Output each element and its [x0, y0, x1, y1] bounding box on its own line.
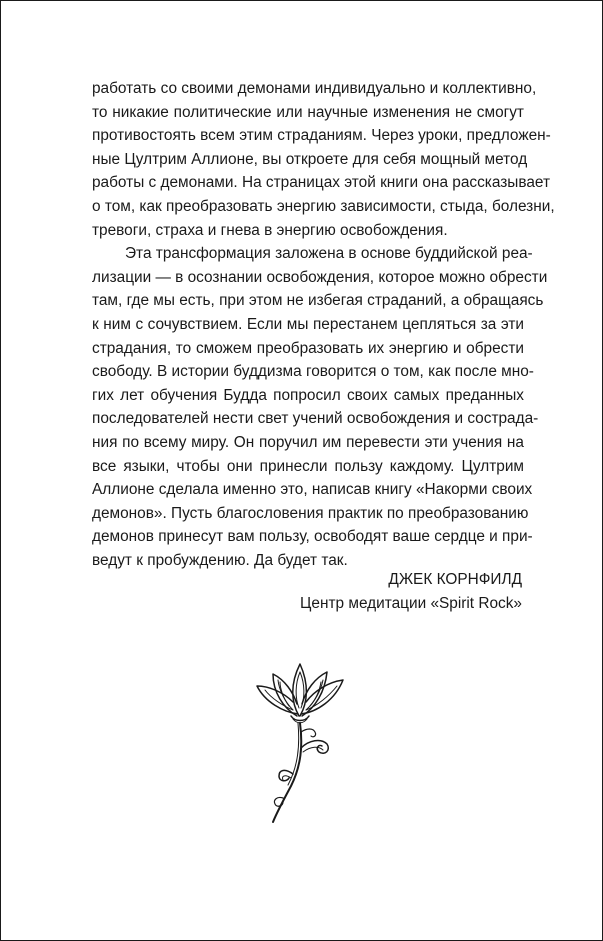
text-line: гих лет обучения Будда попросил своих самых преданных [92, 386, 524, 404]
text-line: противостоять всем этим страданиям. Через уроки, предложен- [92, 127, 551, 145]
text-line: лизации — в осознании освобождения, которое можно обрести [92, 268, 548, 286]
text-line: страдания, то сможем преобразовать их энергию и обрести [92, 339, 524, 357]
author-name: ДЖЕК КОРНФИЛД [388, 571, 522, 588]
lotus-flower-icon [243, 656, 355, 826]
text-line: все языки, чтобы они принесли пользу каждому. Цултрим [92, 457, 524, 475]
text-line: о том, как преобразовать энергию зависимости, стыда, болезни, [92, 197, 555, 215]
main-text [92, 77, 555, 572]
text-line: Эта трансформация заложена в основе буддийской реа- [125, 245, 533, 263]
text-line: демонов». Пусть благословения практик по преобразованию [92, 504, 529, 522]
text-line: к ним с сочувствием. Если мы перестанем цепляться за эти [92, 315, 524, 333]
text-line: работать со своими демонами индивидуально и коллективно, [92, 80, 537, 97]
text-line: работы с демонами. На страницах этой книги она рассказывает [92, 174, 551, 192]
author-signature [300, 568, 522, 615]
text-line: последователей нести свет учений освобождения и сострада- [92, 410, 539, 428]
text-line: демонов принесут вам пользу, освободят ваше сердце и при- [92, 528, 533, 546]
text-line: ведут к пробуждению. Да будет так. [92, 551, 348, 569]
text-line: там, где мы есть, при этом не избегая страданий, а обращаясь [92, 292, 544, 310]
text-line: ния по всему миру. Он поручил им перевести эти учения на [92, 433, 524, 451]
text-line: свободу. В истории буддизма говорится о том, как после мно- [92, 363, 534, 381]
text-line: тревоги, страха и гнева в энергию освобождения. [92, 221, 448, 239]
text-line: Аллионе сделала именно это, написав книгу «Накорми своих [92, 481, 533, 499]
text-line: ные Цултрим Аллионе, вы откроете для себя мощный метод [92, 150, 528, 168]
author-affiliation: Центр медитации «Spirit Rock» [300, 594, 522, 612]
text-line: то никакие политические или научные изменения не смогут [92, 103, 524, 121]
